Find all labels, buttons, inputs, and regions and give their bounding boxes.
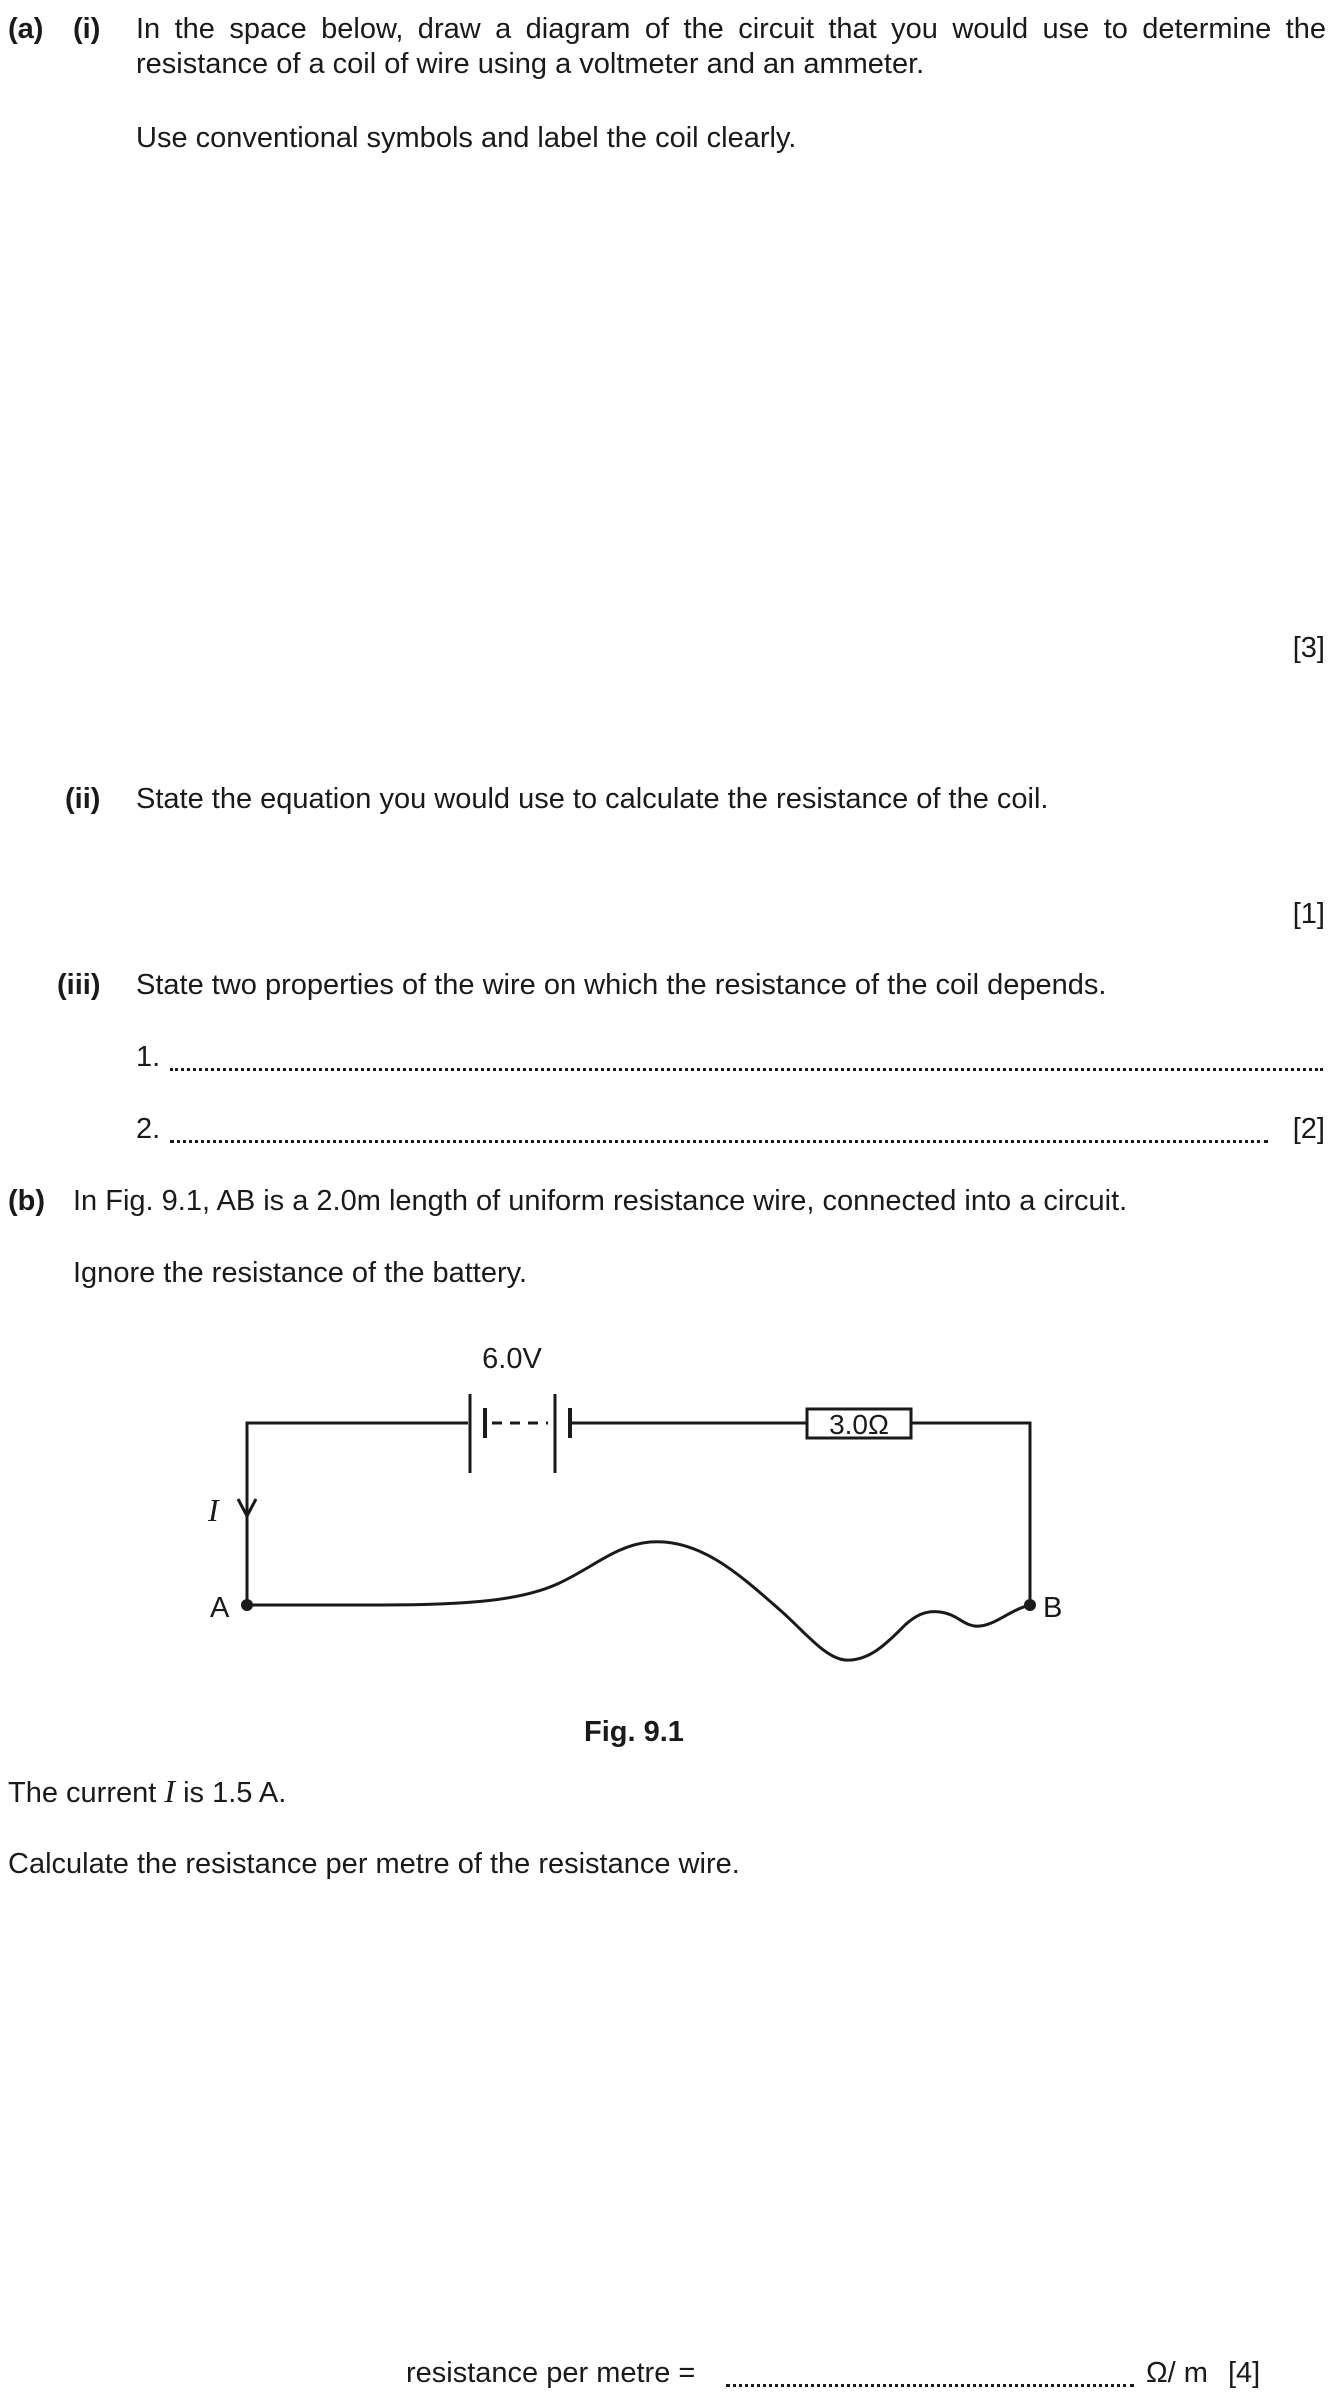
battery-voltage-label: 6.0V [482,1343,542,1375]
figure-caption: Fig. 9.1 [584,1716,684,1748]
part-a-iii-marks: [2] [1292,1113,1325,1145]
wire-top-right [911,1423,1030,1605]
current-label: I [208,1492,219,1528]
part-a-ii-marks: [1] [1292,898,1325,930]
property-1-number: 1. [136,1041,161,1073]
part-a-i-marks: [3] [1292,632,1325,664]
answer-label: resistance per metre = [406,2357,696,2389]
part-b-text-before: In Fig. 9.1, AB is a [73,1185,309,1217]
part-a-iii-question: State two properties of the wire on which the resistance of the coil depends. [136,969,1107,1001]
terminal-a [241,1599,253,1611]
answer-unit: Ω/ m [1146,2357,1208,2389]
part-a-i-question: In the space below, draw a diagram of the circuit that you would use to determine the resistance of a coil of wire using a voltmeter and an ammeter. [136,13,1326,80]
point-a-label: A [210,1592,230,1624]
resistance-per-metre-answer-line[interactable] [726,2384,1134,2387]
part-a-label: (a) [8,13,44,45]
working-answer-space[interactable] [8,1900,1318,2340]
wire-top-left [247,1423,468,1506]
part-b-question: Calculate the resistance per metre of the resistance wire. [8,1848,740,1880]
part-a-ii-label: (ii) [65,783,101,815]
part-a-ii-question: State the equation you would use to calculate the resistance of the coil. [136,783,1049,815]
property-2-number: 2. [136,1113,161,1145]
current-post: is 1.5 A. [183,1777,287,1809]
current-statement [8,1774,286,1811]
part-b-text-after: length of uniform resistance wire, connected into a circuit. [388,1185,1128,1217]
resistor-label: 3.0Ω [829,1409,889,1440]
resistance-wire [247,1542,1030,1660]
part-a-iii-label: (iii) [57,969,101,1001]
terminal-b [1024,1599,1036,1611]
part-b-instruction: Ignore the resistance of the battery. [73,1257,528,1289]
current-pre: The current [8,1777,157,1809]
part-b-label: (b) [8,1185,46,1217]
part-b-marks: [4] [1228,2357,1261,2389]
point-b-label: B [1043,1592,1063,1624]
part-a-i-label: (i) [73,13,101,45]
part-b-length: 2.0m [316,1185,381,1217]
part-a-i-instruction: Use conventional symbols and label the coil clearly. [136,122,797,154]
current-symbol: I [164,1773,176,1809]
